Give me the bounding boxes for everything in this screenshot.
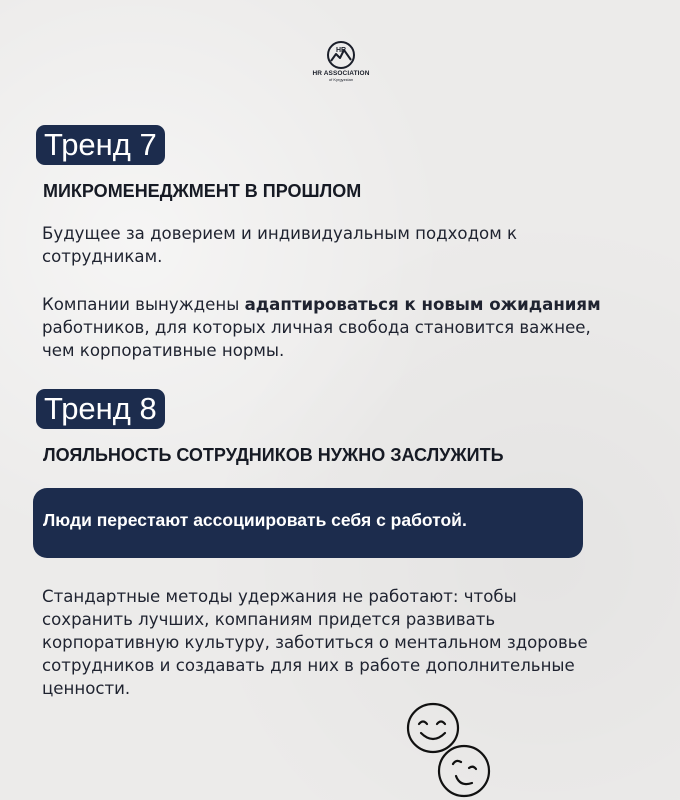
trend-8-paragraph: Стандартные методы удержания не работают: чтобы сохранить лучших, компаниям придется развивать корпоративную культуру, заботиться о ментальном здоровье сотрудников и создавать для них в работе дополнительные ценности. — [42, 587, 588, 698]
logo-subtitle: of Kyrgyzstan — [328, 77, 354, 82]
trend-8-heading: ЛОЯЛЬНОСТЬ СОТРУДНИКОВ НУЖНО ЗАСЛУЖИТЬ — [43, 445, 504, 465]
trend-7-badge: Тренд 7 — [36, 125, 165, 165]
smiley-face-tilted-icon — [436, 743, 492, 799]
trend-8-callout-text: Люди перестают ассоциировать себя с работой. — [43, 510, 467, 530]
hr-logo-mark-icon — [326, 40, 356, 70]
trend-7-paragraph-2-start: Компании вынуждены — [42, 295, 245, 314]
trend-7-paragraph-2-emphasis: адаптироваться к новым ожиданиям — [244, 295, 601, 314]
trend-8-badge: Тренд 8 — [36, 389, 165, 429]
logo-name: HR ASSOCIATION — [312, 70, 370, 77]
trend-7-paragraph-1: Будущее за доверием и индивидуальным подходом к сотрудникам. — [42, 224, 518, 266]
trend-8-callout — [33, 488, 583, 558]
trend-7-heading: МИКРОМЕНЕДЖМЕНТ В ПРОШЛОМ — [43, 181, 362, 201]
trend-7-paragraph-2 — [42, 293, 612, 362]
trend-7-paragraph-2-end: работников, для которых личная свобода становится важнее, чем корпоративные нормы. — [42, 318, 591, 360]
logo-mark-text: HR — [335, 47, 347, 54]
hr-association-logo — [309, 40, 373, 82]
